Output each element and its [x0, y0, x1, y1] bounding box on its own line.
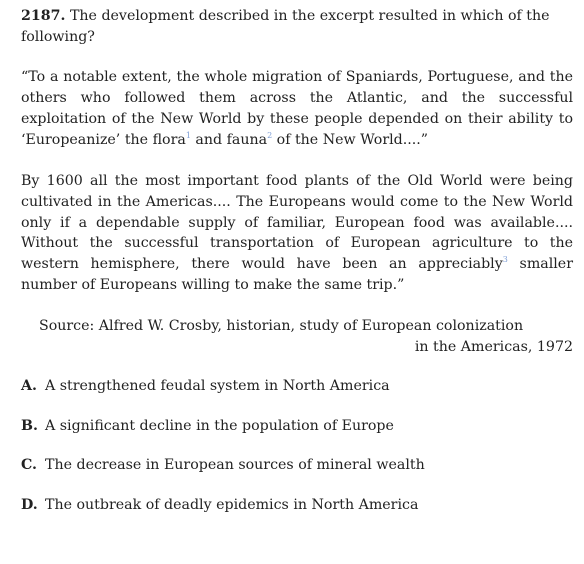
excerpt-source	[21, 316, 573, 357]
question-text: The development described in the excerpt resulted in which of the following?	[21, 8, 550, 45]
option-letter: D.	[21, 496, 38, 513]
option-letter: B.	[21, 417, 38, 434]
option-text: A significant decline in the population of Europe	[45, 417, 394, 434]
answer-option-d[interactable]	[21, 495, 573, 516]
answer-options	[21, 376, 573, 516]
question-number: 2187.	[21, 8, 66, 24]
option-letter: A.	[21, 377, 37, 394]
option-text: A strengthened feudal system in North America	[45, 377, 390, 394]
excerpt-p1-text-a: “To a notable extent, the whole migration of Spaniards, Portuguese, and the others who followed them across the Atlantic, and the successful exploitation of the New World by these people depended on their ability to ‘Europeanize’ the flora	[21, 69, 573, 148]
question-page	[21, 6, 573, 535]
excerpt-p2-text-a: By 1600 all the most important food plants of the Old World were being cultivated in the Americas.... The Europeans would come to the New World only if a dependable supply of familiar, European food was available.... Without the successful transportation of European agriculture to the western hemisphere, there would have been an appreciably	[21, 173, 573, 273]
option-text: The outbreak of deadly epidemics in North America	[45, 496, 419, 513]
excerpt-p1-text-c: of the New World....”	[272, 131, 429, 148]
footnote-marker-2[interactable]: 2	[267, 130, 273, 140]
source-line-1: Source: Alfred W. Crosby, historian, study of European colonization	[39, 318, 524, 335]
excerpt-p2-text-b: smaller number of Europeans willing to make the same trip.”	[21, 256, 573, 293]
option-text: The decrease in European sources of mineral wealth	[45, 457, 425, 474]
question-stem	[21, 6, 573, 47]
answer-option-c[interactable]	[21, 455, 573, 476]
excerpt-paragraph-1	[21, 67, 573, 150]
excerpt-p1-text-b: and fauna	[190, 131, 268, 148]
footnote-marker-3[interactable]: 3	[502, 255, 508, 265]
excerpt-paragraph-2	[21, 171, 573, 295]
answer-option-a[interactable]	[21, 376, 573, 397]
answer-option-b[interactable]	[21, 416, 573, 437]
option-letter: C.	[21, 457, 37, 474]
source-line-2: in the Americas, 1972	[414, 339, 573, 356]
footnote-marker-1[interactable]: 1	[185, 130, 191, 140]
